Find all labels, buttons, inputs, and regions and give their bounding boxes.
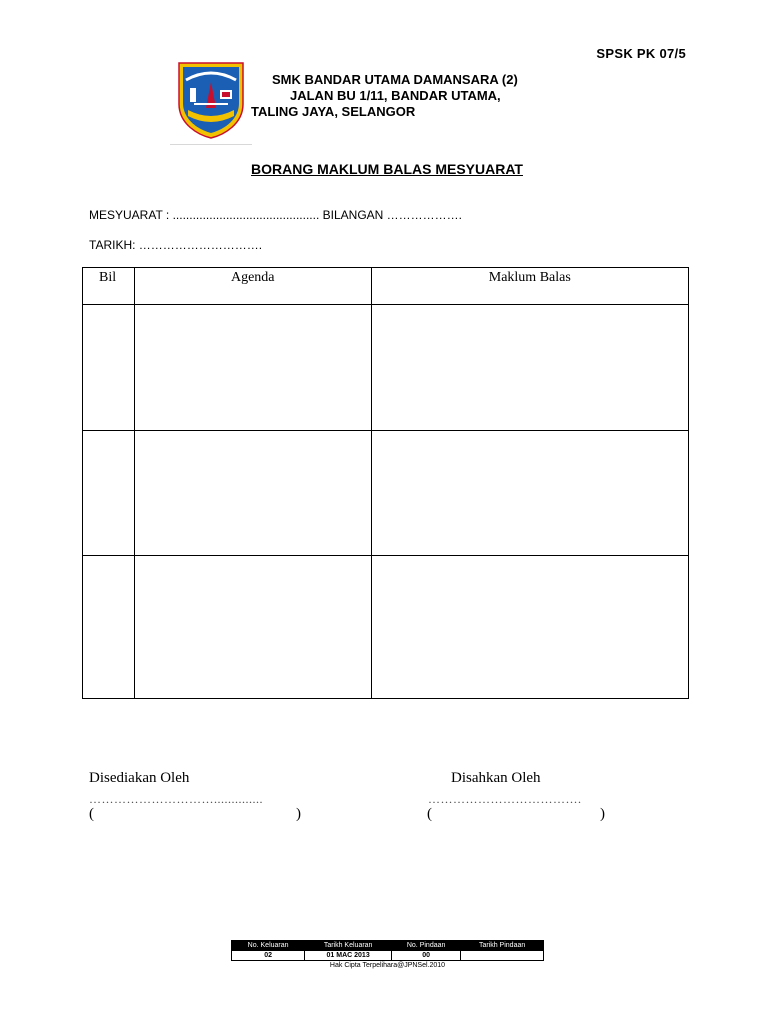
approved-by-name-open: ( <box>427 806 432 822</box>
form-title: BORANG MAKLUM BALAS MESYUARAT <box>251 161 523 177</box>
issue-date: 01 MAC 2013 <box>305 951 392 961</box>
header-bil: Bil <box>83 268 135 305</box>
prepared-by-label: Disediakan Oleh <box>89 770 190 786</box>
table-row <box>83 556 689 699</box>
prepared-by-name-close: ) <box>296 806 301 822</box>
revision-table <box>231 940 544 961</box>
logo-underline <box>170 144 252 145</box>
agenda-cell[interactable] <box>134 305 371 431</box>
agenda-cell[interactable] <box>134 556 371 699</box>
school-address-line1: JALAN BU 1/11, BANDAR UTAMA, <box>290 88 501 103</box>
copyright-notice: Hak Cipta Terpelihara@JPNSel.2010 <box>329 962 446 969</box>
mesyuarat-value[interactable]: ............................................ <box>172 208 320 222</box>
tarikh-value[interactable]: …………………………. <box>138 238 263 252</box>
bil-cell[interactable] <box>83 556 135 699</box>
amendment-number: 00 <box>392 951 461 961</box>
mesyuarat-label: MESYUARAT : <box>89 208 170 222</box>
maklum-balas-cell[interactable] <box>371 556 688 699</box>
header-agenda: Agenda <box>134 268 371 305</box>
prepared-by-name-open: ( <box>89 806 94 822</box>
bilangan-label: BILANGAN <box>322 208 384 222</box>
bil-cell[interactable] <box>83 305 135 431</box>
revision-value-row <box>232 951 544 961</box>
revision-header: Tarikh Keluaran <box>305 941 392 951</box>
meeting-field-row <box>89 208 462 222</box>
school-address-line2: TALING JAYA, SELANGOR <box>251 104 416 119</box>
school-name: SMK BANDAR UTAMA DAMANSARA (2) <box>272 72 518 87</box>
approved-by-label: Disahkan Oleh <box>451 770 541 786</box>
revision-header: No. Pindaan <box>392 941 461 951</box>
revision-header-row <box>232 941 544 951</box>
approved-by-signature-line[interactable]: ………………………………. <box>428 792 582 806</box>
revision-header: Tarikh Pindaan <box>461 941 544 951</box>
approved-by-name-close: ) <box>600 806 605 822</box>
maklum-balas-cell[interactable] <box>371 305 688 431</box>
maklum-balas-cell[interactable] <box>371 431 688 556</box>
bilangan-value[interactable]: ………………. <box>386 208 463 222</box>
bil-cell[interactable] <box>83 431 135 556</box>
issue-number: 02 <box>232 951 305 961</box>
school-crest-icon <box>176 60 246 140</box>
table-row <box>83 431 689 556</box>
document-code: SPSK PK 07/5 <box>596 46 686 61</box>
tarikh-label: TARIKH: <box>89 238 136 252</box>
amendment-date <box>461 951 544 961</box>
table-row <box>83 305 689 431</box>
table-header-row <box>83 268 689 305</box>
agenda-cell[interactable] <box>134 431 371 556</box>
agenda-table <box>82 267 689 699</box>
prepared-by-signature-line[interactable]: ………………………….............. <box>89 792 263 806</box>
header-maklum-balas: Maklum Balas <box>371 268 688 305</box>
date-field-row <box>89 238 262 252</box>
revision-header: No. Keluaran <box>232 941 305 951</box>
